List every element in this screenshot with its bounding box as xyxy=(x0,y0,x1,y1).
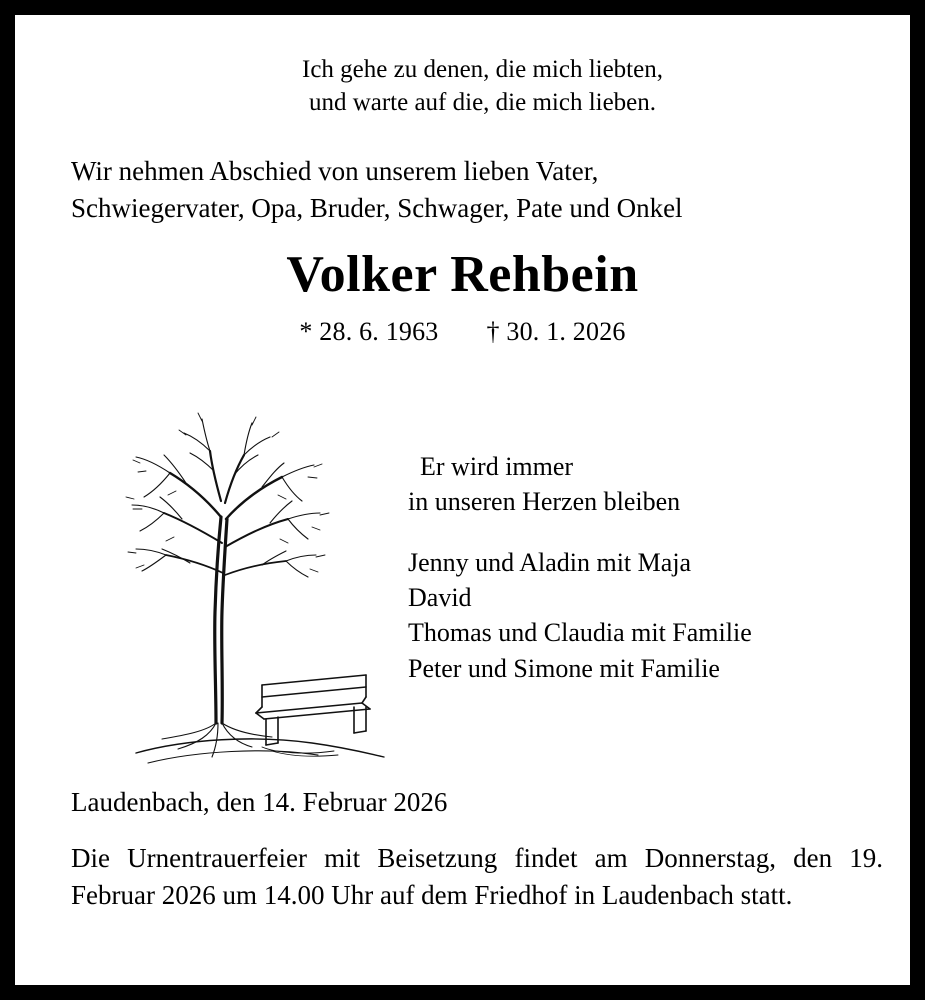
deceased-name: Volker Rehbein xyxy=(286,246,639,304)
motto-block xyxy=(111,53,854,119)
motto-line-2: und warte auf die, die mich lieben. xyxy=(308,89,657,116)
motto-line-1: Ich gehe zu denen, die mich liebten, xyxy=(302,56,663,83)
intro-block xyxy=(71,153,854,226)
birth-date: * 28. 6. 1963 xyxy=(299,317,439,347)
family-line-1: Jenny und Aladin mit Maja xyxy=(408,548,692,578)
intro-line-1: Wir nehmen Abschied von unserem lieben Vater, xyxy=(71,156,599,186)
verse-block xyxy=(408,449,913,519)
tree-and-bench-icon xyxy=(66,367,396,777)
ceremony-details: Die Urnentrauerfeier mit Beisetzung findet am Donnerstag, den 19. Februar 2026 um 14.00 Uhr auf dem Friedhof in Laudenbach statt. xyxy=(71,843,883,910)
family-list xyxy=(408,545,913,685)
obituary-card xyxy=(12,12,913,988)
middle-section xyxy=(71,365,854,785)
place-and-date: Laudenbach, den 14. Februar 2026 xyxy=(71,787,448,818)
verse-line-2: in unseren Herzen bleiben xyxy=(408,487,681,517)
right-text-column xyxy=(408,449,913,686)
family-line-4: Peter und Simone mit Familie xyxy=(408,653,720,683)
verse-line-1: Er wird immer xyxy=(420,452,574,482)
life-dates xyxy=(71,317,854,347)
obituary-content xyxy=(15,15,910,985)
death-date: † 30. 1. 2026 xyxy=(486,317,626,347)
intro-line-2: Schwiegervater, Opa, Bruder, Schwager, Pate und Onkel xyxy=(71,192,683,223)
family-line-3: Thomas und Claudia mit Familie xyxy=(408,618,752,648)
family-line-2: David xyxy=(408,583,472,613)
